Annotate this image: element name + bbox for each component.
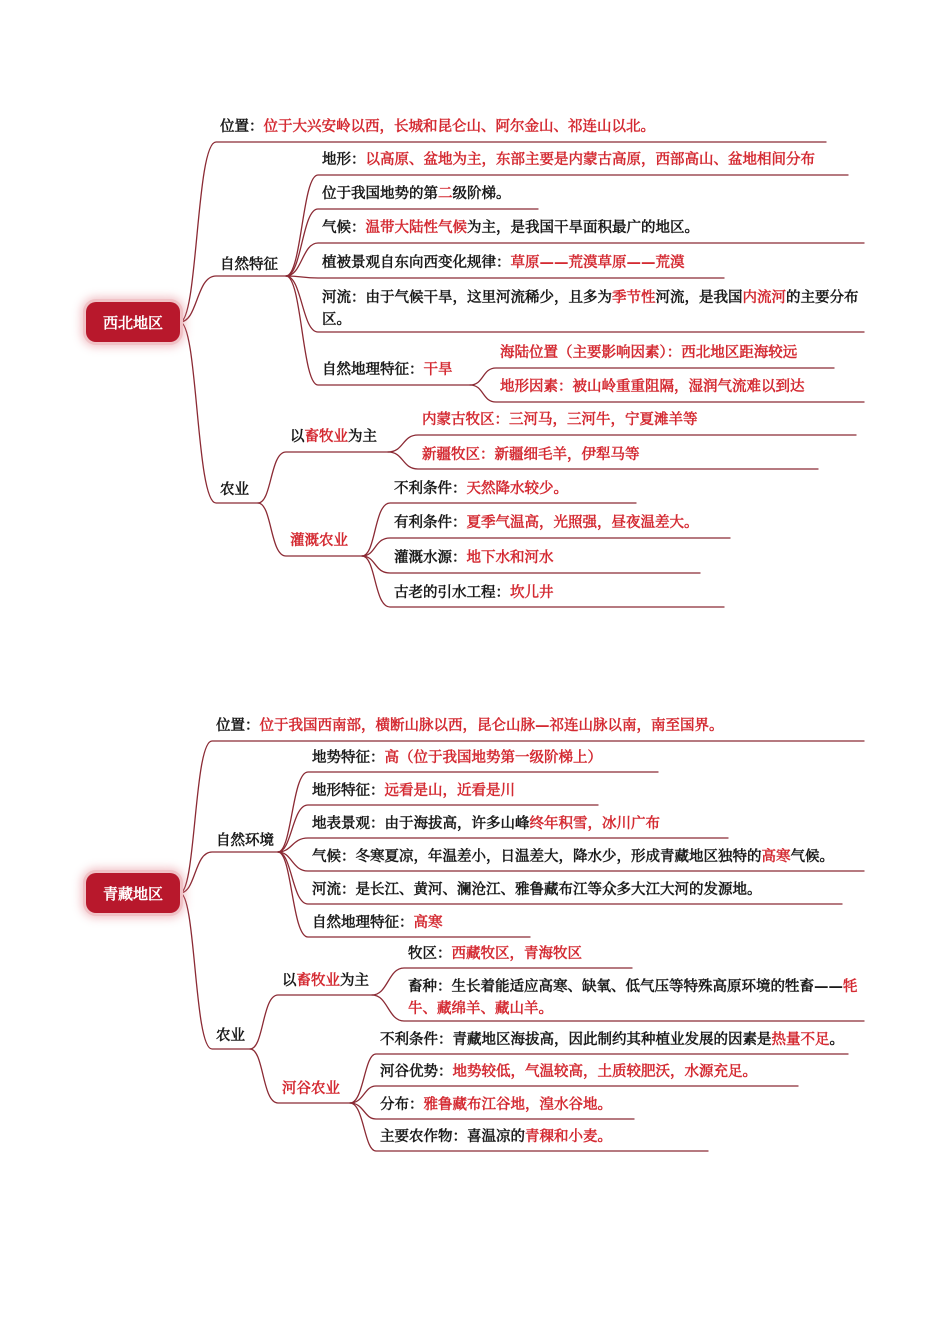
nw-irrigation-bad: 不利条件：天然降水较少。 (394, 481, 568, 497)
tb-landform: 地形特征：远看是山，近看是川 (312, 783, 515, 799)
nw-river: 河流：由于气候干旱，这里河流稀少，且多为季节性河流，是我国内流河的主要分布区。 (322, 290, 859, 328)
nw-irrigation-good: 有利条件：夏季气温高，光照强，昼夜温差大。 (394, 515, 699, 531)
nw-nature-label: 自然特征 (220, 257, 278, 273)
tb-location: 位置：位于我国西南部，横断山脉以西，昆仑山脉—祁连山脉以南，南至国界。 (216, 718, 724, 734)
nw-climate: 气候：温带大陆性气候为主，是我国干旱面积最广的地区。 (322, 220, 699, 236)
tb-geo-feature: 自然地理特征：高寒 (312, 915, 443, 931)
tb-nature-label: 自然环境 (216, 833, 274, 849)
tb-valley-distribution: 分布：雅鲁藏布江谷地，湟水谷地。 (380, 1097, 612, 1113)
tb-surface: 地表景观：由于海拔高，许多山峰终年积雪，冰川广布 (312, 816, 660, 832)
tb-agri-label: 农业 (216, 1028, 245, 1044)
nw-irrigation-ancient: 古老的引水工程：坎儿井 (394, 585, 554, 601)
root-node-tibet (86, 873, 180, 913)
nw-pastoral-xinjiang: 新疆牧区：新疆细毛羊，伊犁马等 (422, 447, 640, 463)
nw-location: 位置：位于大兴安岭以西，长城和昆仑山、阿尔金山、祁连山以北。 (220, 119, 655, 135)
nw-vegetation: 植被景观自东向西变化规律：草原——荒漠草原——荒漠 (322, 255, 685, 271)
root-node-northwest (86, 302, 180, 342)
root-label: 西北地区 (102, 313, 163, 332)
branch-tb-agri (180, 893, 250, 1049)
nw-irrigation-label: 灌溉农业 (290, 533, 348, 549)
branch-nw-agri (180, 322, 258, 503)
nw-irrigation-water: 灌溉水源：地下水和河水 (394, 550, 554, 566)
tb-valley-crops: 主要农作物：喜温凉的青稞和小麦。 (380, 1129, 612, 1145)
nw-geo-reason-terrain: 地形因素：被山岭重重阻隔，湿润气流难以到达 (500, 379, 805, 395)
nw-pastoral-inner-mongolia: 内蒙古牧区：三河马，三河牛，宁夏滩羊等 (422, 412, 698, 428)
nw-geo-feature: 自然地理特征：干旱 (322, 362, 453, 378)
tb-valley-advantage: 河谷优势：地势较低，气温较高，土质较肥沃，水源充足。 (380, 1064, 757, 1080)
tb-livestock: 畜种：生长着能适应高寒、缺氧、低气压等特殊高原环境的牲畜——牦牛、藏绵羊、藏山羊。 (408, 979, 858, 1017)
branch-tb-nature (180, 852, 278, 893)
nw-pastoral: 以畜牧业为主 (290, 429, 377, 445)
nw-agri-label: 农业 (220, 482, 249, 498)
tb-pastoral-area: 牧区：西藏牧区，青海牧区 (408, 946, 582, 962)
nw-step: 位于我国地势的第二级阶梯。 (322, 186, 511, 202)
tb-relief: 地势特征：高（位于我国地势第一级阶梯上） (312, 750, 602, 766)
nw-terrain: 地形：以高原、盆地为主，东部主要是内蒙古高原，西部高山、盆地相间分布 (322, 152, 815, 168)
tb-valley-bad: 不利条件：青藏地区海拔高，因此制约其种植业发展的因素是热量不足。 (380, 1032, 844, 1048)
nw-geo-reason-sea: 海陆位置（主要影响因素）：西北地区距海较远 (500, 345, 798, 361)
tb-climate: 气候：冬寒夏凉，年温差小，日温差大，降水少，形成青藏地区独特的高寒气候。 (312, 849, 834, 865)
root-label: 青藏地区 (102, 884, 163, 903)
tb-valley-label: 河谷农业 (282, 1081, 340, 1097)
tb-pastoral: 以畜牧业为主 (282, 973, 369, 989)
branch-nw-nature (180, 276, 286, 322)
tb-river: 河流：是长江、黄河、澜沧江、雅鲁藏布江等众多大江大河的发源地。 (312, 882, 762, 898)
